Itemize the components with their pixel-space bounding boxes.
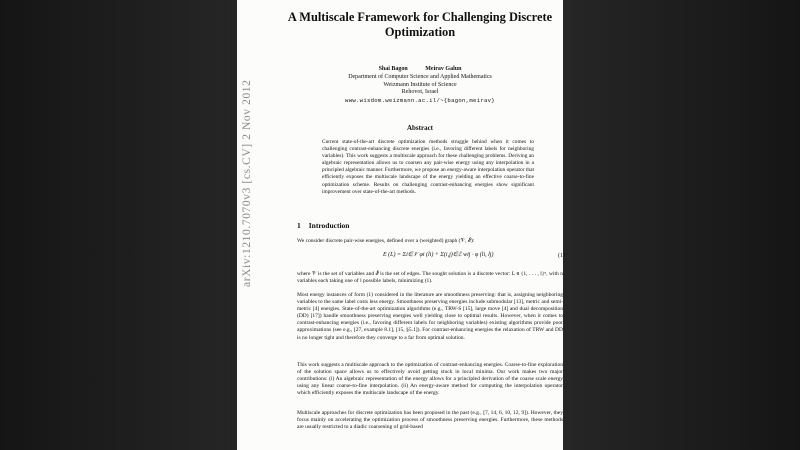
abstract-text: Current state-of-the-art discrete optimization methods struggle behind when it comes to challenging contrast-enhancing discrete energies (i.e., favoring different labels for neighboring variables). This work suggests a multiscale approach for these challenging problems. Deriving an algebraic representation allows us to coarsen any pair-wise energy using any interpolation in a principled algebraic manner. Furthermore, we propose an energy-aware interpolation operator that efficiently exposes the multiscale landscape of the energy yielding an effective coarse-to-fine optimization scheme. Results on challenging contrast-enhancing energies show significant improvement over state-of-the-art methods. [322, 139, 534, 195]
intro-line: We consider discrete pair-wise energies, defined over a (weighted) graph (𝒱, ℰ): [297, 238, 475, 244]
paragraph-where: where 𝒱 is the set of variables and ℰ is the set of edges. The sought solution is a discrete vector: L ∈ {1, . . . , l}ⁿ, with n variables each taking one of l possible labels, minimizing (1). [297, 271, 563, 285]
paragraph-work: This work suggests a multiscale approach to the optimization of contrast-enhancing energies. Coarse-to-fine exploration of the solution space allows us to effectively avoid getting stuck in local minima. Our work makes two major contributions: (i) An algebraic representation of the energy allows for a principled derivation of the coarse scale energy using any linear coarse-to-fine interpolation. (ii) An energy-aware method for computing the interpolation operator which efficiently exposes the multiscale landscape of the energy. [297, 362, 563, 397]
author-2: Meirav Galun [425, 66, 462, 72]
section-heading [297, 221, 357, 230]
author-block [277, 66, 563, 105]
paragraph-most: Most energy instances of form (1) considered in the literature are smoothness preserving: that is, assigning neighboring variables to the same label costs less energy. Smoothness preserving energies include submodular [13], metric and semi-metric [4] energies. State-of-the-art optimization algorithms (e.g., TRW-S [15], large move [4] and dual decomposition (DD) [17]) handle smoothness preserving energies well yielding close to optimal results. However, when it comes to contrast-enhancing energies (i.e., favoring different labels for neighboring variables) existing algorithms provide poor approximations (see e.g., [27, example 8.1], [15, §5.1]). For contrast-enhancing energies the relaxation of TRW and DD is no longer tight and therefore they converge to a far from optimal solution. [297, 292, 563, 341]
author-1: Shai Bagon [378, 66, 408, 72]
equation-body: E (L) = Σi∈𝒱 φi (li) + Σ(i,j)∈ℰ wij · φ (li, lj) [383, 252, 494, 258]
left-margin [0, 0, 237, 450]
arxiv-stamp: arXiv:1210.7070v3 [cs.CV] 2 Nov 2012 [241, 79, 253, 287]
author-institute: Weizmann Institute of Science [383, 81, 457, 88]
paragraph-multiscale: Multiscale approaches for discrete optimization has been proposed in the past (e.g., [7, 14, 6, 10, 12, 9]). However, they focus mainly on accelerating the optimization process of smoothness preserving energies. Furthermore, these methods are usually restricted to a diadic coarsening of grid-based [297, 410, 563, 431]
paper-title: A Multiscale Framework for Challenging Discrete Optimization [287, 10, 553, 39]
right-margin [563, 0, 800, 450]
author-dept: Department of Computer Science and Applied Mathematics [348, 73, 492, 80]
equation-1 [297, 249, 563, 269]
abstract-heading: Abstract [406, 124, 434, 132]
equation-number: (1) [558, 253, 565, 259]
author-url: www.wisdom.weizmann.ac.il/~{bagon,meirav} [345, 97, 495, 105]
author-names [277, 66, 563, 74]
section-number: 1 [297, 221, 301, 230]
author-city: Rehovot, Israel [401, 89, 439, 96]
section-title: Introduction [308, 221, 350, 230]
paper-page [237, 0, 563, 450]
